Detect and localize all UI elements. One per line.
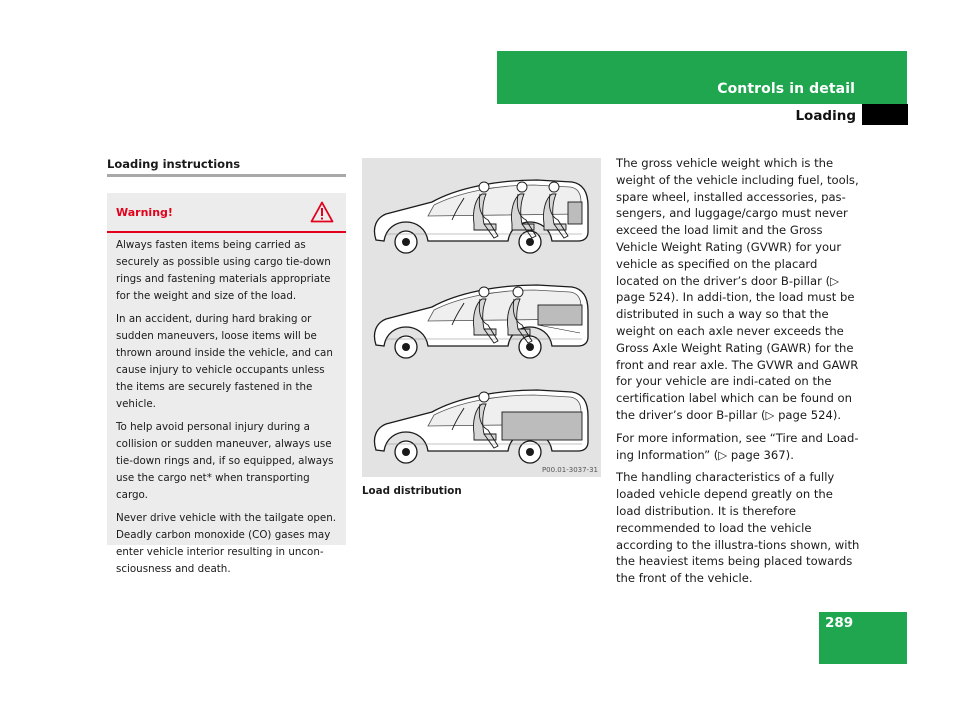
- chapter-title: Controls in detail: [717, 81, 855, 97]
- warning-paragraph: To help avoid personal injury during a collision or sudden maneuver, always use tie-down rings and, if so equipped, always use the cargo net* when transporting cargo.: [116, 421, 334, 501]
- car-illustrations: [362, 158, 601, 477]
- section-divider: [107, 174, 346, 177]
- warning-triangle-icon: [310, 201, 334, 223]
- warning-header: [107, 193, 346, 233]
- warning-paragraph: In an accident, during hard braking or sudden maneuvers, loose items will be thrown around inside the vehicle, and can cause injury to vehicle occupants unless the items are securely fastened in the vehicle.: [116, 313, 333, 410]
- warning-body: [116, 237, 342, 584]
- figure-caption: Load distribution: [362, 485, 462, 497]
- section-subtitle: Loading: [795, 108, 856, 124]
- figure-code: P00.01-3037-31: [541, 466, 598, 474]
- body-paragraph: The gross vehicle weight which is the weight of the vehicle including fuel, tools, spare wheel, installed accessories, pas-sengers, and luggage/cargo must never exceed the load limit and the Gross Vehicle Weight Rating (GVWR) for your vehicle as specified on the placard located on the driver’s door B-pillar (▷ page 524). In addi-tion, the load must be distributed in such a way so that the weight on each axle never exceeds the Gross Axle Weight Rating (GAWR) for the front and rear axle. The GVWR and GAWR for your vehicle are indi-cated on the certification label which can be found on the driver’s door B-pillar (▷ page 524).: [616, 156, 859, 422]
- warning-paragraph: Always fasten items being carried as securely as possible using cargo tie-down rings and fastening materials appropriate for the weight and size of the load.: [116, 239, 331, 302]
- body-paragraph: For more information, see “Tire and Load-ing Information” (▷ page 367).: [616, 430, 859, 462]
- body-text: [616, 155, 861, 593]
- warning-paragraph: Never drive vehicle with the tailgate open. Deadly carbon monoxide (CO) gases may enter vehicle interior resulting in uncon-sciousness and death.: [116, 512, 337, 575]
- page-number: 289: [825, 615, 854, 631]
- warning-label: Warning!: [116, 206, 173, 219]
- page-number-box: [819, 612, 907, 664]
- section-title: Loading instructions: [107, 157, 241, 171]
- warning-box: [107, 193, 346, 575]
- load-distribution-figure: [362, 158, 601, 477]
- chapter-header-bar: [497, 51, 907, 104]
- body-paragraph: The handling characteristics of a fully loaded vehicle depend greatly on the load distribution. It is therefore recommended to load the vehicle according to the illustra-tions shown, with the heaviest items being placed towards the front of the vehicle.: [616, 470, 860, 586]
- section-marker: [862, 104, 908, 125]
